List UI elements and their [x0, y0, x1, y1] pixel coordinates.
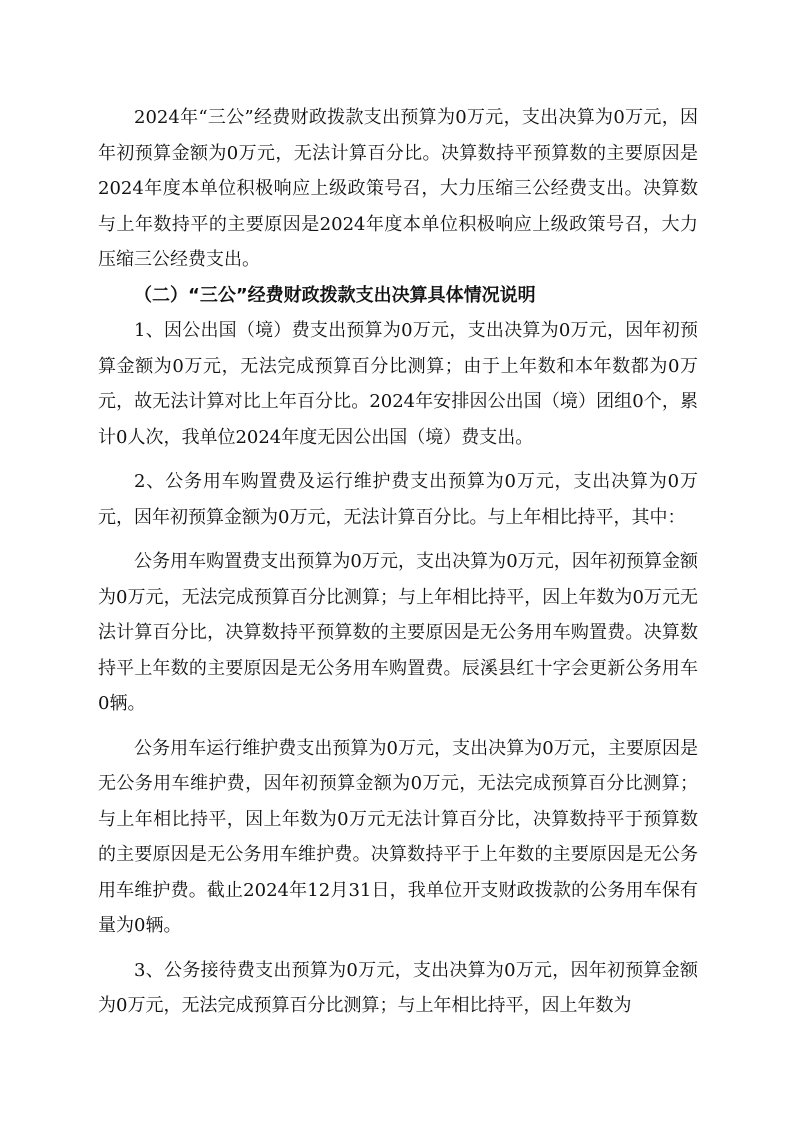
paragraph-vehicle-total: 2、公务用车购置费及运行维护费支出预算为0万元，支出决算为0万元，因年初预算金额为0万元，无法计算百分比。与上年相比持平，其中：	[98, 471, 698, 528]
paragraph-vehicle-purchase: 公务用车购置费支出预算为0万元，支出决算为0万元，因年初预算金额为0万元，无法完成预算百分比测算；与上年相比持平，因上年数为0万元无法计算百分比，决算数持平预算数的主要原因是无公务用车购置费。决算数持平上年数的主要原因是无公务用车购置费。辰溪县红十字会更新公务用车0辆。	[98, 551, 698, 714]
paragraph-summary: 2024年“三公”经费财政拨款支出预算为0万元，支出决算为0万元，因年初预算金额为0万元，无法计算百分比。决算数持平预算数的主要原因是2024年度本单位积极响应上级政策号召，大力压缩三公经费支出。决算数与上年数持平的主要原因是2024年度本单位积极响应上级政策号召，大力压缩三公经费支出。	[98, 107, 698, 270]
paragraph-reception: 3、公务接待费支出预算为0万元，支出决算为0万元，因年初预算金额为0万元，无法完成预算百分比测算；与上年相比持平，因上年数为	[98, 959, 698, 1016]
document-body	[98, 100, 698, 1024]
paragraph-vehicle-maintenance: 公务用车运行维护费支出预算为0万元，支出决算为0万元，主要原因是无公务用车维护费，因年初预算金额为0万元，无法完成预算百分比测算；与上年相比持平，因上年数为0万元无法计算百分比，决算数持平于预算数的主要原因是无公务用车维护费。决算数持平于上年数的主要原因是无公务用车维护费。截止2024年12月31日，我单位开支财政拨款的公务用车保有量为0辆。	[98, 737, 698, 936]
paragraph-overseas-travel: 1、因公出国（境）费支出预算为0万元，支出决算为0万元，因年初预算金额为0万元，无法完成预算百分比测算；由于上年数和本年数都为0万元，故无法计算对比上年百分比。2024年安排因公出国（境）团组0个，累计0人次，我单位2024年度无因公出国（境）费支出。	[98, 320, 698, 448]
section-heading: （二）“三公”经费财政拨款支出决算具体情况说明	[134, 284, 536, 306]
